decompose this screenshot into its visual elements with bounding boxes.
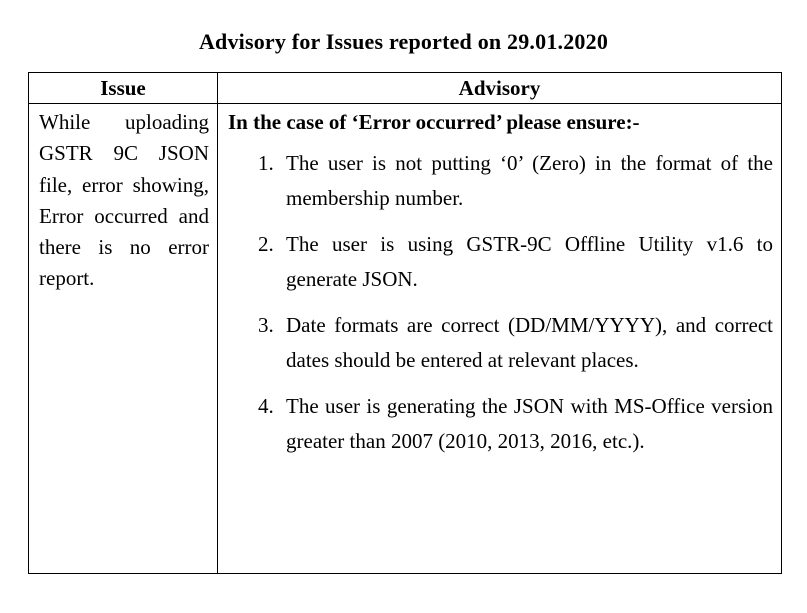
advisory-points-list <box>228 146 773 458</box>
table-row <box>29 104 782 574</box>
list-item-text: The user is not putting ‘0’ (Zero) in the format of the membership number. <box>286 151 773 210</box>
table-header-row <box>29 73 782 104</box>
list-item-text: The user is generating the JSON with MS-Office version greater than 2007 (2010, 2013, 2016, etc.). <box>286 394 773 453</box>
list-item-number: 3. <box>258 313 274 337</box>
issue-cell <box>29 104 218 574</box>
list-item-number: 2. <box>258 232 274 256</box>
issue-text: While uploading GSTR 9C JSON file, error showing, Error occurred and there is no error report. <box>39 110 209 291</box>
advisory-table <box>28 72 782 574</box>
list-item-number: 4. <box>258 394 274 418</box>
column-header-issue: Issue <box>29 73 218 104</box>
page-title: Advisory for Issues reported on 29.01.2020 <box>198 29 609 54</box>
list-item-text: The user is using GSTR-9C Offline Utility v1.6 to generate JSON. <box>286 232 773 291</box>
list-item <box>228 308 773 377</box>
column-header-advisory: Advisory <box>218 73 782 104</box>
list-item <box>228 227 773 296</box>
list-item-text: Date formats are correct (DD/MM/YYYY), and correct dates should be entered at relevant places. <box>286 313 773 372</box>
list-item <box>228 146 773 215</box>
list-item <box>228 389 773 458</box>
advisory-cell <box>218 104 782 574</box>
advisory-lead: In the case of ‘Error occurred’ please ensure:- <box>228 110 640 134</box>
list-item-number: 1. <box>258 151 274 175</box>
